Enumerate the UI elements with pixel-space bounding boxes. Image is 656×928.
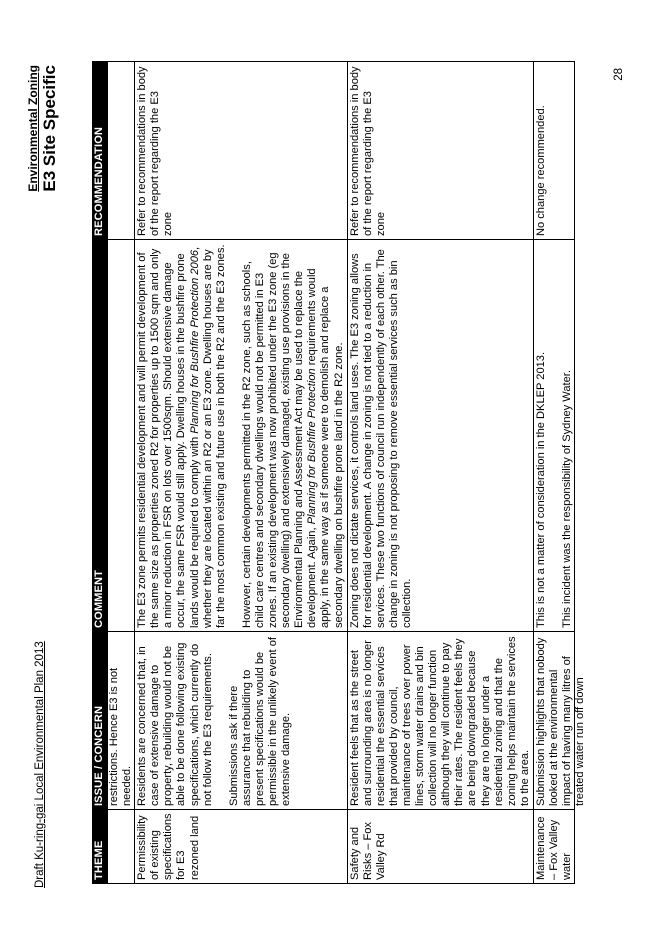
issue-cell: Resident feels that as the street and surrounding area is no longer residential the essential services that provided by council, maintenance of trees over power lines, storm water drains and bin collection will no longer function although they will continue to pay their rates. The resident feels they are being downgraded because they are no longer under a residential zoning and that the zoning helps maintain the services to the area.	[347, 632, 533, 810]
comment-paragraph: This incident was the responsibility of Sydney Water.	[561, 370, 573, 628]
page-number: 28	[613, 68, 625, 81]
table-header-row	[93, 62, 108, 884]
comment-paragraph: This is not a matter of consideration in the DKLEP 2013.	[534, 351, 547, 628]
column-header-issue: ISSUE / CONCERN	[93, 632, 108, 810]
comment-cell	[135, 240, 347, 632]
recommendation-cell: No change recommended.	[533, 62, 574, 240]
submissions-table	[92, 61, 587, 884]
column-header-recommendation: RECOMMENDATION	[93, 62, 108, 240]
table-row-continued	[108, 62, 135, 884]
comment-paragraph: However, certain developments permitted in the R2 zone, such as schools, child care centres and secondary dwellings would not be permitted in E3 zones. If an existing development was now prohibited under the E3 zone (eg secondary dwelling) and extensively damaged, existing use provisions in the Environmental Planning and Assessment Act may be used to replace the development. Again, Planning for Bushfire Protection requirements would apply, in the same way as if someone were to demolish and replace a secondary dwelling on bushfire prone land in the R2 zone.	[240, 252, 345, 628]
column-header-comment: COMMENT	[93, 240, 108, 632]
table-row	[347, 62, 533, 884]
issue-paragraph: Residents are concerned that, in case of extensive damage to property, rebuilding would not be able to be done following existing specifications, which currently do not follow the E3 requirements.	[136, 642, 214, 806]
issue-paragraph: Submissions ask if there assurance that rebuilding to present specifications would be permissible in the unlikely event of extensive damage.	[227, 637, 293, 806]
document-title: Draft Ku-ring-gai Local Environmental Plan 2013	[34, 641, 46, 888]
continued-issue-text: restrictions. Hence E3 is not needed.	[108, 632, 135, 810]
table-row	[533, 62, 574, 884]
theme-cell: Permissibility of existing specifications for E3 rezoned land	[135, 810, 347, 884]
issue-cell	[135, 632, 347, 810]
column-header-theme: THEME	[93, 810, 108, 884]
theme-cell: Safety and Risks – Fox Valley Rd	[347, 810, 533, 884]
recommendation-cell: Refer to recommendations in body of the report regarding the E3 zone	[135, 62, 347, 240]
table-row	[135, 62, 347, 884]
section-heading	[26, 65, 60, 192]
comment-cell: Zoning does not dictate services, it controls land uses. The E3 zoning allows for residential development. A change in zoning is not tied to a reduction in services. These two functions of council run independently of each other. The change in zoning is not proposing to remove essential services such as bin collection.	[347, 240, 533, 632]
issue-cell: Submission highlights that nobody looked at the environmental impact of having many litres of treated water run off down	[533, 632, 574, 810]
comment-paragraph: The E3 zone permits residential development and will permit development of the same size as properties zoned R2 for properties up to 1500 sqm and only a minor reduction in FSR on lots over 1500sqm. Should extensive damage occur, the same FSR would still apply. Dwelling houses in the bushfire prone lands would be required to comply with Planning for Bushfire Protection 2006, whether they are located within an R2 or an E3 zone. Dwelling houses are by far the most common existing and future use in both the R2 and the E3 zones.	[136, 244, 227, 628]
theme-cell: Maintenance – Fox Valley water	[533, 810, 574, 884]
recommendation-cell: Refer to recommendations in body of the report regarding the E3 zone	[347, 62, 533, 240]
comment-cell	[533, 240, 574, 632]
section-subtitle: Environmental Zoning	[26, 65, 40, 192]
section-title: E3 Site Specific	[40, 65, 59, 192]
